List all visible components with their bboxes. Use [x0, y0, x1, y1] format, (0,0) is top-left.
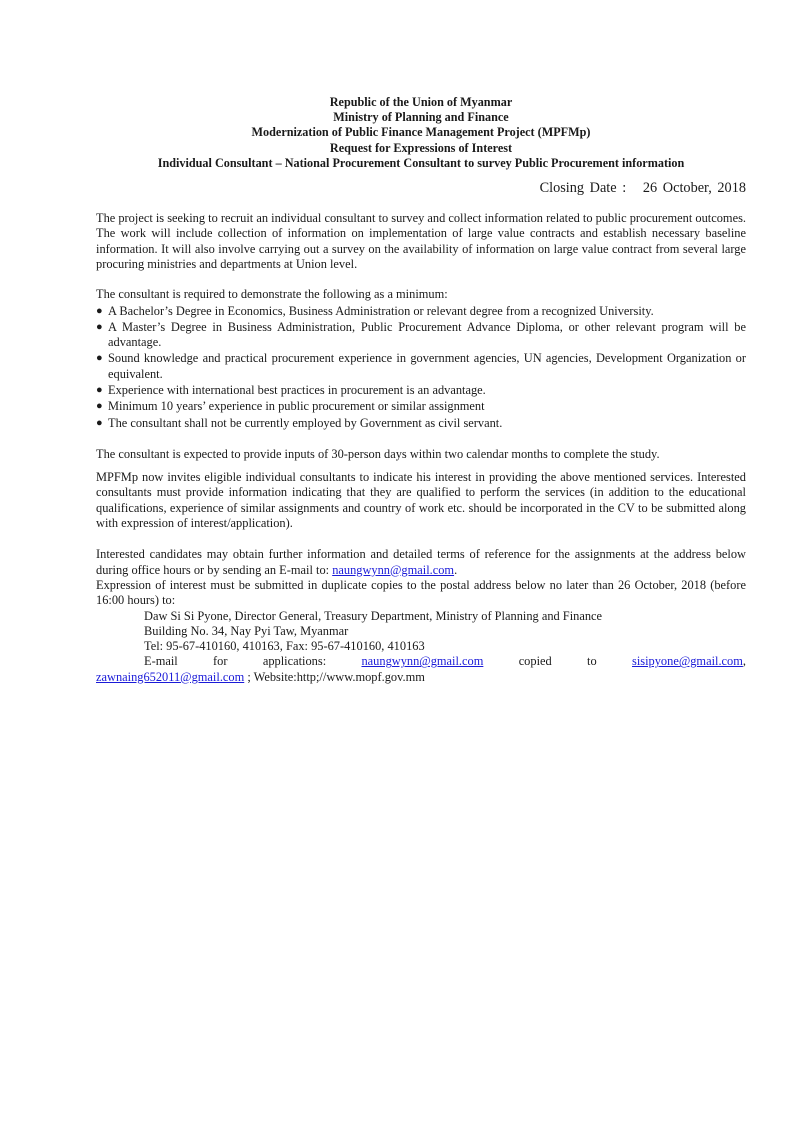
address-name-line: Daw Si Si Pyone, Director General, Treasury Department, Ministry of Planning and Finance: [144, 608, 603, 623]
bullet-icon: ●: [96, 383, 103, 396]
requirement-item: ● A Bachelor’s Degree in Economics, Business Administration or relevant degree from a recognized University.: [96, 303, 654, 318]
application-email-link[interactable]: naungwynn@gmail.com: [361, 654, 484, 669]
header-project: Modernization of Public Finance Management Project (MPFMp): [251, 125, 591, 140]
closing-date: [96, 179, 746, 197]
header-country: Republic of the Union of Myanmar: [329, 95, 513, 109]
info-paragraph: Interested candidates may obtain further information and detailed terms of reference for the assignments at the address below during office hours or by sending an E-mail to: naungwynn@gmail.com.: [96, 547, 746, 577]
info-email-link[interactable]: naungwynn@gmail.com: [332, 562, 455, 577]
header-ministry: Ministry of Planning and Finance: [333, 110, 509, 125]
requirements-lead: The consultant is required to demonstrate the following as a minimum:: [96, 287, 448, 302]
closing-date-value: 26 October, 2018: [642, 180, 746, 197]
address-building-line: Building No. 34, Nay Pyi Taw, Myanmar: [144, 623, 349, 638]
cc-email-link-2[interactable]: zawnaing652011@gmail.com: [96, 669, 245, 684]
requirements-list: [96, 304, 746, 431]
bullet-icon: ●: [96, 304, 103, 317]
invitation-paragraph: MPFMp now invites eligible individual consultants to indicate his interest in providing the above mentioned services. Interested consultants must provide information indicating that they are qualified to perform the services (in addition to the educational qualifications, experience of similar assignments and country of work etc. should be incorporated in the CV to be submitted along with expression of interest/application).: [96, 470, 746, 531]
header-request-type: Request for Expressions of Interest: [329, 140, 513, 155]
bullet-icon: ●: [96, 352, 103, 365]
website-text: ; Website:http;//www.mopf.gov.mm: [244, 669, 425, 684]
header-position-title: Individual Consultant – National Procurement Consultant to survey Public Procurement information: [157, 155, 685, 170]
application-email-line: E-mail for applications: naungwynn@gmail.com copied to sisipyone@gmail.com,: [144, 654, 746, 669]
cc-website-line: [96, 670, 746, 685]
cc-email-link-1[interactable]: sisipyone@gmail.com: [632, 654, 743, 669]
document-page: [96, 95, 746, 685]
submission-paragraph: Expression of interest must be submitted in duplicate copies to the postal address below no later than 26 October, 2018 (before 16:00 hours) to:: [96, 577, 746, 608]
inputs-paragraph: The consultant is expected to provide inputs of 30-person days within two calendar months to complete the study.: [96, 446, 660, 461]
bullet-icon: ●: [96, 400, 103, 413]
intro-paragraph: The project is seeking to recruit an individual consultant to survey and collect information related to public procurement outcomes. The work will include collection of information on implementation of large value contracts and establish necessary baseline information. It will also involve carrying out a survey on the availability of information on large value contract from several large procuring ministries and departments at Union level.: [96, 211, 746, 271]
phone-fax-line: Tel: 95-67-410160, 410163, Fax: 95-67-410160, 410163: [144, 639, 425, 654]
requirement-item: ● Experience with international best practices in procurement is an advantage.: [96, 382, 486, 397]
requirement-item: ● Sound knowledge and practical procurement experience in government agencies, UN agencies, Development Organization or equivalent.: [96, 351, 746, 381]
document-header: [96, 95, 746, 171]
requirement-item: ● Minimum 10 years’ experience in public procurement or similar assignment: [96, 399, 485, 414]
bullet-icon: ●: [96, 320, 103, 333]
requirement-item: ● The consultant shall not be currently employed by Government as civil servant.: [96, 415, 503, 430]
closing-date-label: Closing Date :: [539, 180, 627, 197]
requirement-item: ● A Master’s Degree in Business Administration, Public Procurement Advance Diploma, or other relevant program will be advantage.: [96, 319, 746, 350]
bullet-icon: ●: [96, 416, 103, 429]
